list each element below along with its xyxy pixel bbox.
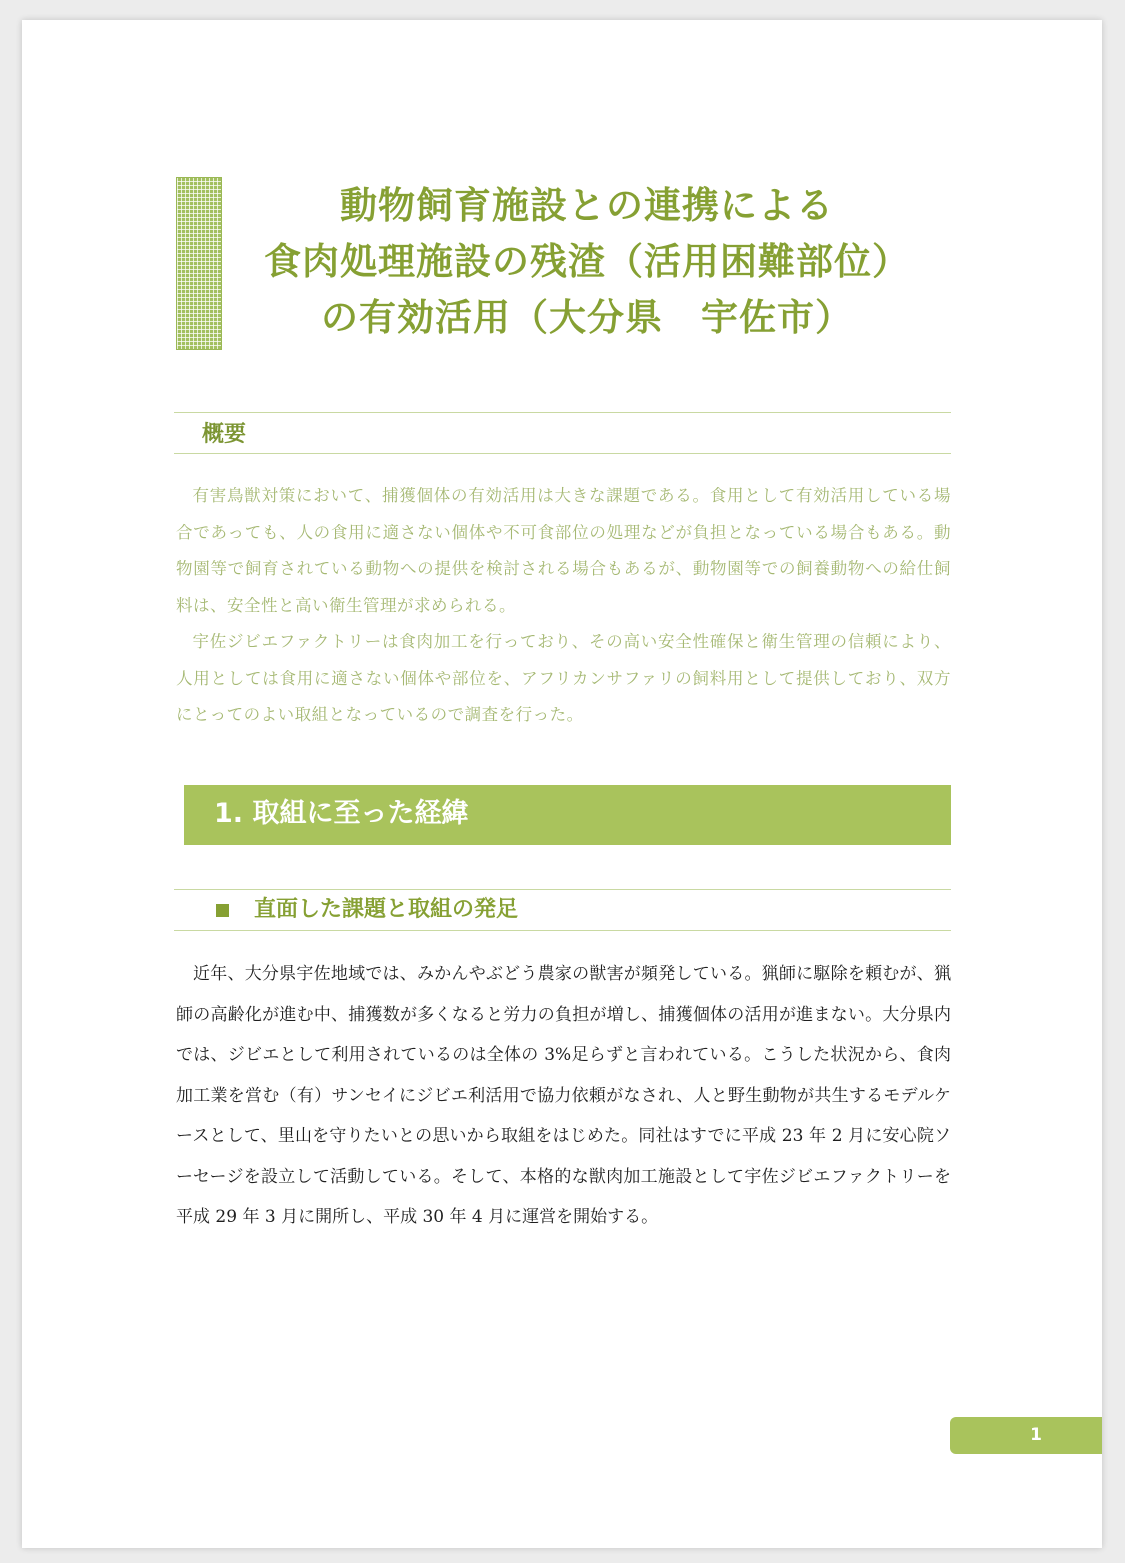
title-line-1: 動物飼育施設との連携による: [340, 184, 834, 227]
document-title: [227, 178, 947, 346]
subsection-heading: 直面した課題と取組の発足: [254, 897, 519, 922]
summary-top-rule: [174, 412, 951, 413]
summary-body: [176, 478, 951, 734]
subsection-bottom-rule: [174, 930, 951, 931]
title-line-3: の有効活用（大分県 宇佐市）: [321, 296, 853, 339]
section-1-band: [184, 785, 951, 845]
summary-paragraph-1: 有害鳥獣対策において、捕獲個体の有効活用は大きな課題である。食用として有効活用している場合であっても、人の食用に適さない個体や不可食部位の処理などが負担となっている場合もある。動物園等で飼育されている動物への提供を検討される場合もあるが、動物園等での飼養動物への給仕飼料は、安全性と高い衛生管理が求められる。: [176, 486, 951, 615]
page-number-tab: [950, 1417, 1102, 1454]
square-bullet-icon: [216, 904, 229, 917]
subsection-top-rule: [174, 889, 951, 890]
summary-paragraph-2: 宇佐ジビエファクトリーは食肉加工を行っており、その高い安全性確保と衛生管理の信頼により、人用としては食用に適さない個体や部位を、アフリカンサファリの飼料用として提供しており、双方にとってのよい取組となっているので調査を行った。: [176, 632, 951, 724]
section-1-title: 1. 取組に至った経緯: [214, 798, 469, 829]
body-paragraph-1: 近年、大分県宇佐地域では、みかんやぶどう農家の獣害が頻発している。猟師に駆除を頼むが、猟師の高齢化が進む中、捕獲数が多くなると労力の負担が増し、捕獲個体の活用が進まない。大分県内では、ジビエとして利用されているのは全体の 3%足らずと言われている。こうした状況から、食肉加工業を営む（有）サンセイにジビエ利活用で協力依頼がなされ、人と野生動物が共生するモデルケースとして、里山を守りたいとの思いから取組をはじめた。同社はすでに平成 23 年 2 月に安心院ソーセージを設立して活動している。そして、本格的な獣肉加工施設として宇佐ジビエファクトリーを平成 29 年 3 月に開所し、平成 30 年 4 月に運営を開始する。: [176, 964, 951, 1227]
subsection-body: [176, 954, 951, 1238]
title-line-2: 食肉処理施設の残渣（活用困難部位）: [264, 240, 910, 283]
page-number: 1: [1030, 1425, 1042, 1445]
summary-bottom-rule: [174, 453, 951, 454]
title-decoration-grid-icon: [176, 177, 222, 350]
document-page: [22, 20, 1102, 1548]
summary-heading: 概要: [202, 422, 247, 447]
